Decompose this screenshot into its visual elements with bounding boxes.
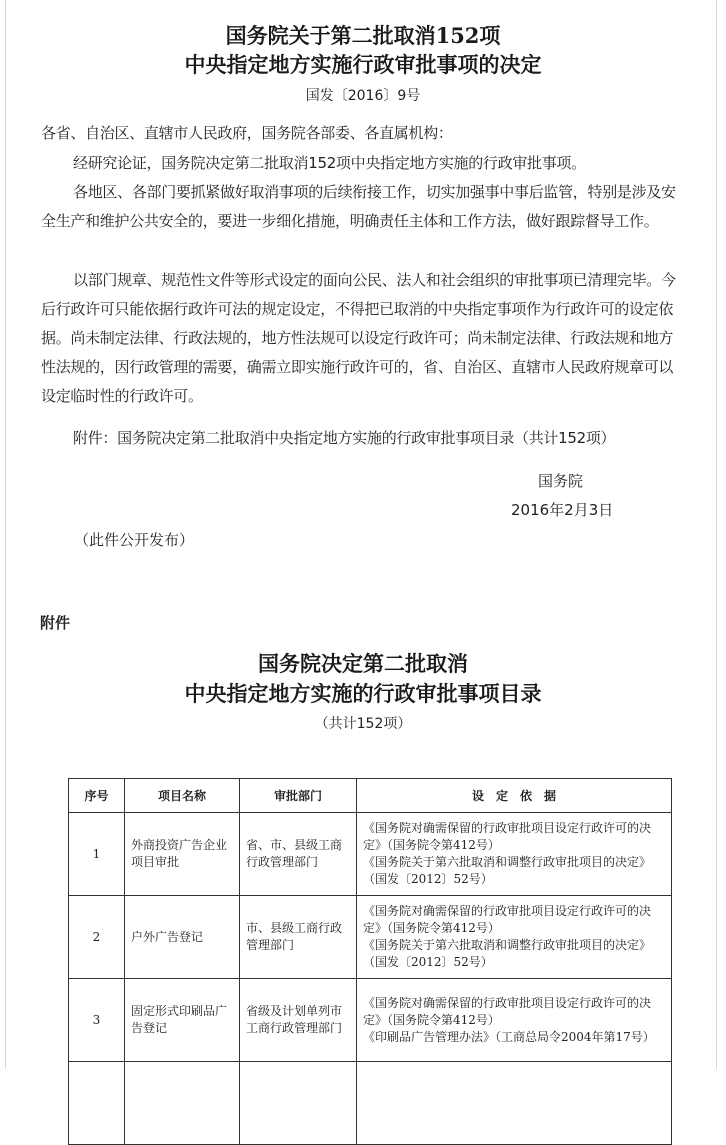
- paragraph-1: 经研究论证，国务院决定第二批取消152项中央指定地方实施的行政审批事项。: [73, 154, 586, 172]
- row-number: 2: [69, 896, 125, 979]
- publish-note: （此件公开发布）: [74, 531, 195, 549]
- cell-empty: [357, 1062, 672, 1145]
- basis-line: 《国务院对确需保留的行政审批项目设定行政许可的决定》（国务院令第412号）: [363, 995, 652, 1027]
- row-item-name: 固定形式印刷品广告登记: [125, 979, 240, 1062]
- catalog-count: （共计152项）: [314, 716, 412, 732]
- attachment-label: 附件: [40, 614, 71, 632]
- row-basis: [357, 896, 672, 979]
- cell-empty: [125, 1062, 240, 1145]
- table-row: [69, 979, 672, 1062]
- table-row: [69, 813, 672, 896]
- row-department: 市、县级工商行政管理部门: [240, 896, 357, 979]
- basis-line: 《国务院关于第六批取消和调整行政审批项目的决定》（国发〔2012〕52号）: [363, 855, 652, 886]
- catalog-title-line1: 国务院决定第二批取消: [258, 651, 468, 676]
- addressee: 各省、自治区、直辖市人民政府，国务院各部委、各直属机构：: [41, 124, 453, 142]
- row-number: 1: [69, 813, 125, 896]
- cell-empty: [240, 1062, 357, 1145]
- row-basis: [357, 813, 672, 896]
- attachment-note: 附件：国务院决定第二批取消中央指定地方实施的行政审批事项目录（共计152项）: [73, 429, 616, 447]
- page-border-right: [716, 0, 717, 1069]
- document-title-line2: 中央指定地方实施行政审批事项的决定: [184, 52, 542, 77]
- row-number: 3: [69, 979, 125, 1062]
- header-basis: 设 定 依 据: [357, 779, 672, 813]
- row-department: 省级及计划单列市工商行政管理部门: [240, 979, 357, 1062]
- table-row-partial: [69, 1062, 672, 1145]
- row-basis: [357, 979, 672, 1062]
- header-department: 审批部门: [240, 779, 357, 813]
- basis-line: 《国务院关于第六批取消和调整行政审批项目的决定》（国发〔2012〕52号）: [363, 938, 652, 969]
- basis-line: 《国务院对确需保留的行政审批项目设定行政许可的决定》（国务院令第412号）: [363, 821, 652, 852]
- document-number: 国发〔2016〕9号: [305, 88, 421, 104]
- paragraph-3: 以部门规章、规范性文件等形式设定的面向公民、法人和社会组织的审批事项已清理完毕。今后行政许可只能依据行政许可法的规定设定，不得把已取消的中央指定事项作为行政许可的设定依据。尚未制定法律、行政法规的，地方性法规可以设定行政许可；尚未制定法律、行政法规和地方性法规的，因行政管理的需要，确需立即实施行政许可的，省、自治区、直辖市人民政府规章可以设定临时性的行政许可。: [41, 271, 676, 405]
- header-number: 序号: [69, 779, 125, 813]
- cell-empty: [69, 1062, 125, 1145]
- paragraph-2: 各地区、各部门要抓紧做好取消事项的后续衔接工作，切实加强事中事后监管，特别是涉及安全生产和维护公共安全的，要进一步细化措施，明确责任主体和工作方法，做好跟踪督导工作。: [41, 183, 676, 230]
- catalog-table: [68, 778, 672, 1145]
- table-row: [69, 896, 672, 979]
- basis-line: 《国务院对确需保留的行政审批项目设定行政许可的决定》（国务院令第412号）: [363, 904, 652, 935]
- table-header-row: [69, 779, 672, 813]
- issue-date: 2016年2月3日: [511, 501, 614, 519]
- catalog-title-line2: 中央指定地方实施的行政审批事项目录: [184, 681, 542, 706]
- page-border-left: [5, 0, 6, 1069]
- header-item-name: 项目名称: [125, 779, 240, 813]
- row-department: 省、市、县级工商行政管理部门: [240, 813, 357, 896]
- row-item-name: 外商投资广告企业项目审批: [125, 813, 240, 896]
- row-item-name: 户外广告登记: [125, 896, 240, 979]
- document-title-line1: 国务院关于第二批取消152项: [225, 23, 501, 48]
- basis-line: 《印刷品广告管理办法》（工商总局令2004年第17号）: [363, 1029, 655, 1044]
- signer: 国务院: [538, 472, 584, 490]
